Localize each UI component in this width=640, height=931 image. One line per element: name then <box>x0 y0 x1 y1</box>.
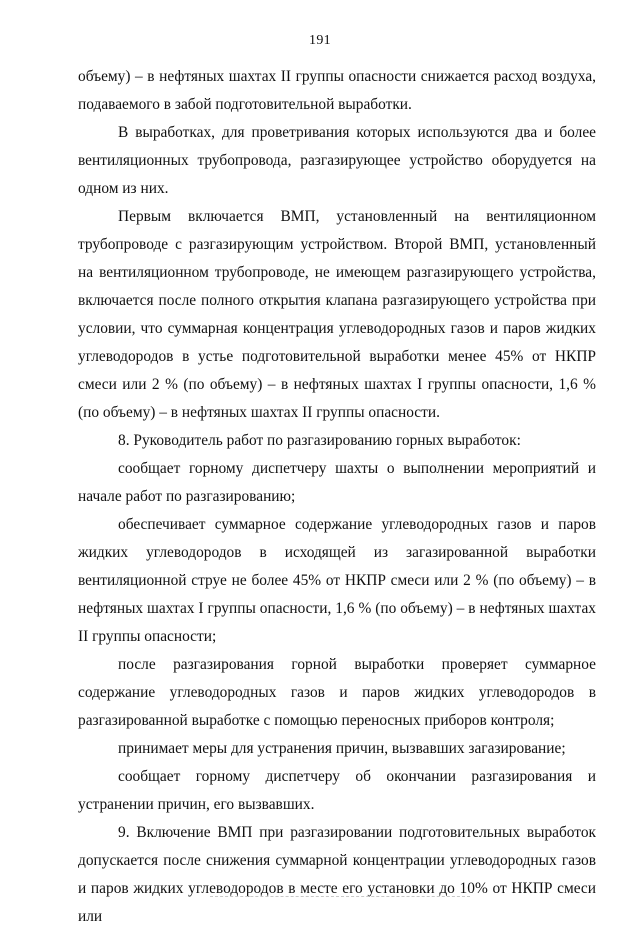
paragraph-fan-startup-order: Первым включается ВМП, установленный на вентиляционном трубопроводе с разгазирующим устройством. Второй ВМП, установленный на вентиляционном трубопроводе, не имеющем разгазирующего устройства, включается после полного открытия клапана разгазирующего устройства при условии, что суммарная концентрация углеводородных газов и паров жидких углеводородов в устье подготовительной выработки менее 45% от НКПР смеси или 2 % (по объему) – в нефтяных шахтах I группы опасности, 1,6 % (по объему) – в нефтяных шахтах II группы опасности. <box>78 208 596 421</box>
scan-edge-mark <box>210 896 470 897</box>
paragraph-item-8-notify-end: сообщает горному диспетчеру об окончании разгазирования и устранении причин, его вызвавших. <box>78 768 596 813</box>
paragraph-item-9: 9. Включение ВМП при разгазировании подготовительных выработок допускается после снижения суммарной концентрации углеводородных газов и паров жидких углеводородов в месте его установки до 10% от НКПР смеси или <box>78 824 596 925</box>
page-number: 191 <box>309 33 331 48</box>
paragraph-multiple-pipelines: В выработках, для проветривания которых используются два и более вентиляционных трубопровода, разгазирующее устройство оборудуется на одном из них. <box>78 124 596 197</box>
paragraph-continuation: объему) – в нефтяных шахтах II группы опасности снижается расход воздуха, подаваемого в забой подготовительной выработки. <box>78 68 596 113</box>
paragraph-item-8-check-after: после разгазирования горной выработки проверяет суммарное содержание углеводородных газов и паров жидких углеводородов в разгазированной выработке с помощью переносных приборов контроля; <box>78 656 596 729</box>
paragraph-item-8-eliminate-causes: принимает меры для устранения причин, вызвавших загазирование; <box>118 740 566 757</box>
paragraph-item-8-heading: 8. Руководитель работ по разгазированию горных выработок: <box>118 432 521 449</box>
paragraph-item-8-gas-limit: обеспечивает суммарное содержание углеводородных газов и паров жидких углеводородов в исходящей из загазированной выработки вентиляционной струе не более 45% от НКПР смеси или 2 % (по объему) – в нефтяных шахтах I группы опасности, 1,6 % (по объему) – в нефтяных шахтах II группы опасности; <box>78 516 596 645</box>
paragraph-item-8-notify-start: сообщает горному диспетчеру шахты о выполнении мероприятий и начале работ по разгазированию; <box>78 460 596 505</box>
document-body <box>78 63 596 931</box>
